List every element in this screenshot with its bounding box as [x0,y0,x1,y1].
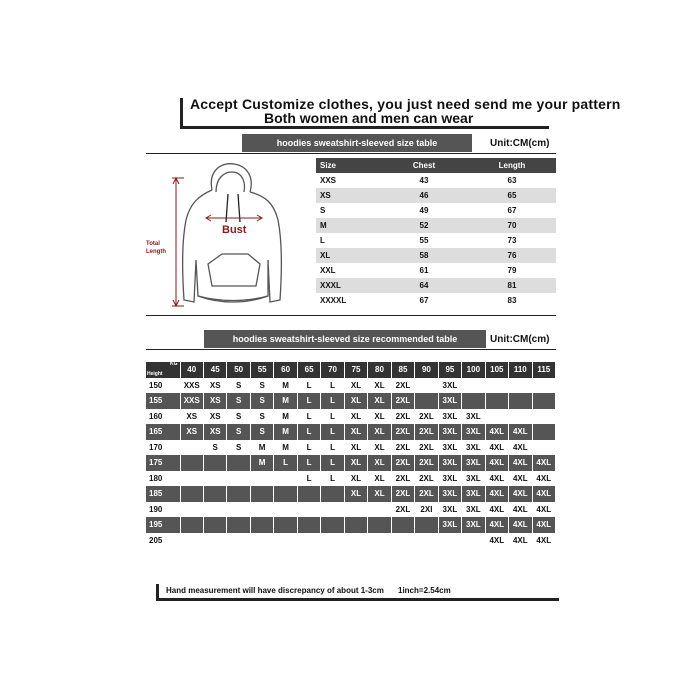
size-recommendation-cell [321,517,344,533]
recommended-size-table [146,362,556,548]
size-recommendation-cell: 2XL [391,409,414,425]
size-recommendation-cell: XL [368,440,391,456]
size-recommendation-cell: 4XL [509,502,532,518]
size-recommendation-cell [532,378,555,394]
length-cell: 81 [507,281,517,290]
size-recommendation-cell: L [321,471,344,487]
size-recommendation-cell: XL [368,455,391,471]
size-recommendation-cell: 3XL [462,502,485,518]
size-recommendation-cell: XL [368,393,391,409]
size-recommendation-cell [180,455,203,471]
table-row [146,517,556,533]
length-cell: 63 [507,176,517,185]
size-recommendation-cell: 4XL [509,440,532,456]
size-table-unit: Unit:CM(cm) [490,138,550,149]
size-recommendation-cell [227,517,250,533]
table-row [146,471,556,487]
size-recommendation-cell: 2XL [415,440,438,456]
size-recommendation-cell [297,502,320,518]
size-recommendation-cell [415,393,438,409]
weight-header-cell: 115 [532,362,555,378]
corner-cell [146,362,180,378]
size-cell: XXS [320,176,337,185]
size-recommendation-cell [297,517,320,533]
size-recommendation-cell: L [297,455,320,471]
size-recommendation-cell: XL [344,409,367,425]
size-recommendation-cell [344,517,367,533]
length-cell: 67 [507,206,517,215]
header-subtitle: Both women and men can wear [264,110,474,126]
size-table-row [316,203,556,218]
size-recommendation-cell [532,393,555,409]
inch-conversion: 1inch=2.54cm [398,586,451,595]
size-recommendation-cell: M [274,378,297,394]
size-recommendation-cell: 2XL [415,455,438,471]
size-recommendation-cell [227,533,250,549]
size-recommendation-cell: XL [344,486,367,502]
size-recommendation-cell [250,486,273,502]
size-recommendation-cell: 3XL [438,378,461,394]
size-cell: XXL [320,266,336,275]
size-recommendation-cell: 4XL [509,486,532,502]
size-recommendation-cell: 4XL [509,533,532,549]
table-row [146,455,556,471]
size-recommendation-cell: 3XL [438,440,461,456]
size-table-title: hoodies sweatshirt-sleeved size table [242,134,472,152]
chest-cell: 61 [419,266,429,275]
size-recommendation-cell [485,393,508,409]
size-recommendation-cell [368,502,391,518]
size-recommendation-cell [250,502,273,518]
table-row [146,378,556,394]
length-cell: 70 [507,221,517,230]
size-recommendation-cell [391,517,414,533]
size-recommendation-cell: XL [368,471,391,487]
total-length-label-line2: Length [146,249,166,255]
size-recommendation-cell: 3XL [438,486,461,502]
size-recommendation-cell: M [274,409,297,425]
size-recommendation-cell: 2XL [391,424,414,440]
chest-cell: 58 [419,251,429,260]
size-recommendation-cell: 4XL [485,471,508,487]
size-recommendation-cell: L [297,424,320,440]
weight-header-cell: 90 [415,362,438,378]
size-recommendation-cell: 4XL [485,502,508,518]
size-recommendation-cell: XS [180,424,203,440]
recommended-table-body [146,362,556,548]
height-cell: 190 [146,502,180,518]
size-cell: XXXXL [320,296,347,305]
size-recommendation-cell: L [321,409,344,425]
hoodie-diagram [150,160,310,312]
size-recommendation-cell: M [274,440,297,456]
size-recommendation-cell [532,409,555,425]
size-recommendation-cell [321,486,344,502]
chest-col-header: Chest [412,161,436,170]
length-cell: 73 [507,236,517,245]
chest-cell: 55 [419,236,429,245]
size-recommendation-cell [462,393,485,409]
size-recommendation-cell [227,502,250,518]
size-cell: M [320,221,327,230]
size-recommendation-cell: S [227,440,250,456]
size-col-header: Size [320,161,337,170]
size-recommendation-cell: 4XL [532,486,555,502]
size-cell: XL [320,251,331,260]
size-recommendation-cell: 2XL [415,424,438,440]
chest-cell: 49 [419,206,429,215]
weight-header-row [146,362,556,378]
size-recommendation-cell: 2XL [391,455,414,471]
size-recommendation-cell: L [321,440,344,456]
size-recommendation-cell [509,378,532,394]
size-recommendation-cell: 4XL [509,455,532,471]
weight-header-cell: 50 [227,362,250,378]
table-row [146,502,556,518]
size-recommendation-cell [344,502,367,518]
size-recommendation-cell: M [250,440,273,456]
length-cell: 83 [507,296,517,305]
size-recommendation-cell: 4XL [532,455,555,471]
size-recommendation-cell: 3XL [438,409,461,425]
size-recommendation-cell: 4XL [509,517,532,533]
size-recommendation-cell: XL [344,378,367,394]
size-table-body [316,173,556,308]
size-cell: XXXL [320,281,341,290]
size-recommendation-cell: XL [368,378,391,394]
size-recommendation-cell: 2XL [391,378,414,394]
size-recommendation-cell: S [250,378,273,394]
size-recommendation-cell [415,533,438,549]
size-recommendation-cell [321,533,344,549]
size-recommendation-cell [274,471,297,487]
size-recommendation-cell [485,378,508,394]
bust-label: Bust [222,224,247,236]
chest-cell: 67 [419,296,429,305]
height-cell: 165 [146,424,180,440]
size-recommendation-cell: 4XL [485,533,508,549]
weight-header-cell: 75 [344,362,367,378]
size-recommendation-cell: XS [203,393,226,409]
weight-header-cell: 105 [485,362,508,378]
chest-cell: 52 [419,221,429,230]
size-recommendation-cell [321,502,344,518]
size-recommendation-cell [180,517,203,533]
size-recommendation-cell: 3XL [438,393,461,409]
size-recommendation-cell: 3XL [438,517,461,533]
table-row [146,440,556,456]
size-recommendation-cell: 4XL [485,486,508,502]
size-recommendation-cell: XL [368,486,391,502]
size-recommendation-cell: 2XL [415,471,438,487]
weight-header-cell: 100 [462,362,485,378]
size-recommendation-cell: 3XL [462,486,485,502]
size-recommendation-cell: S [250,424,273,440]
size-recommendation-cell: 2XL [391,502,414,518]
size-recommendation-cell: 3XL [438,502,461,518]
size-table-row [316,248,556,263]
height-cell: 185 [146,486,180,502]
total-length-label [146,240,166,256]
height-cell: 150 [146,378,180,394]
size-recommendation-cell: 4XL [485,424,508,440]
size-recommendation-cell [203,486,226,502]
size-recommendation-cell: L [297,409,320,425]
size-recommendation-cell: 3XL [462,424,485,440]
measurement-note: Hand measurement will have discrepancy of about 1-3cm [166,586,384,595]
size-recommendation-cell: 2XL [391,393,414,409]
size-recommendation-cell: 4XL [532,517,555,533]
size-recommendation-cell: S [250,409,273,425]
table-row [146,393,556,409]
size-recommendation-cell [368,517,391,533]
size-recommendation-cell: XL [344,455,367,471]
size-recommendation-cell: 3XL [438,455,461,471]
size-recommendation-cell [274,517,297,533]
size-recommendation-cell: 3XL [438,471,461,487]
weight-header-cell: 65 [297,362,320,378]
weight-header-cell: 85 [391,362,414,378]
size-recommendation-cell [509,393,532,409]
size-recommendation-cell [462,378,485,394]
height-cell: 175 [146,455,180,471]
length-cell: 79 [507,266,517,275]
size-recommendation-cell [250,471,273,487]
size-recommendation-cell: L [321,378,344,394]
weight-header-cell: 80 [368,362,391,378]
size-table-row [316,293,556,308]
size-recommendation-cell: 3XL [462,409,485,425]
size-recommendation-cell [368,533,391,549]
size-table-header [316,158,556,173]
height-cell: 160 [146,409,180,425]
size-recommendation-cell: 4XL [532,533,555,549]
size-recommendation-cell: XL [344,471,367,487]
size-recommendation-cell: 2XL [415,409,438,425]
size-recommendation-cell [180,502,203,518]
chest-cell: 46 [419,191,429,200]
size-recommendation-cell [203,502,226,518]
size-recommendation-cell: 3XL [462,455,485,471]
weight-header-cell: 40 [180,362,203,378]
size-recommendation-cell: 4XL [509,424,532,440]
size-recommendation-cell [509,409,532,425]
size-recommendation-cell: S [203,440,226,456]
size-recommendation-cell: M [274,424,297,440]
size-recommendation-cell: 3XL [462,440,485,456]
size-recommendation-cell: S [227,378,250,394]
size-table-row [316,263,556,278]
size-recommendation-cell: S [227,424,250,440]
corner-height-label: Height [147,371,163,378]
size-recommendation-cell: 2XL [391,440,414,456]
size-recommendation-cell: XS [203,378,226,394]
size-recommendation-cell: 4XL [532,502,555,518]
size-recommendation-cell: S [227,409,250,425]
size-recommendation-cell [344,533,367,549]
size-recommendation-cell: 4XL [532,471,555,487]
size-recommendation-cell: L [297,393,320,409]
table-row [146,486,556,502]
table-row [146,424,556,440]
size-recommendation-cell: XL [344,393,367,409]
size-recommendation-cell: 4XL [485,517,508,533]
chest-cell: 43 [419,176,429,185]
size-recommendation-cell [203,517,226,533]
header-title: Accept Customize clothes, you just need send me your pattern [190,96,621,112]
size-recommendation-cell [250,533,273,549]
size-recommendation-cell: XS [203,424,226,440]
size-table-row [316,233,556,248]
size-recommendation-cell: S [250,393,273,409]
weight-header-cell: 60 [274,362,297,378]
size-recommendation-cell: XL [344,440,367,456]
recommended-table-title: hoodies sweatshirt-sleeved size recommended table [204,330,486,348]
size-recommendation-cell [180,533,203,549]
size-recommendation-cell: S [227,393,250,409]
size-table-row [316,188,556,203]
table-row [146,533,556,549]
size-recommendation-cell [274,502,297,518]
size-table [316,158,556,308]
weight-header-cell: 110 [509,362,532,378]
size-recommendation-cell [485,409,508,425]
length-cell: 65 [507,191,517,200]
size-recommendation-cell: L [297,471,320,487]
size-recommendation-cell: 3XL [462,517,485,533]
recommended-table-unit: Unit:CM(cm) [490,334,550,345]
height-cell: 195 [146,517,180,533]
size-recommendation-cell: M [250,455,273,471]
size-recommendation-cell: XL [368,424,391,440]
chest-cell: 64 [419,281,429,290]
size-recommendation-cell [203,533,226,549]
divider [146,315,556,316]
size-recommendation-cell [297,486,320,502]
weight-header-cell: 55 [250,362,273,378]
size-recommendation-cell: L [321,393,344,409]
size-recommendation-cell: L [321,455,344,471]
size-recommendation-cell [203,471,226,487]
corner-kg-label: KG [170,362,178,368]
size-recommendation-cell: L [321,424,344,440]
size-recommendation-cell [391,533,414,549]
size-recommendation-cell: XL [368,409,391,425]
size-recommendation-cell: 2XL [415,486,438,502]
size-recommendation-cell [415,378,438,394]
size-recommendation-cell: XS [180,409,203,425]
size-recommendation-cell: L [274,455,297,471]
size-recommendation-cell: XL [344,424,367,440]
size-recommendation-cell [227,471,250,487]
size-recommendation-cell [462,533,485,549]
height-cell: 180 [146,471,180,487]
height-cell: 205 [146,533,180,549]
size-table-row [316,218,556,233]
length-col-header: Length [498,161,526,170]
divider [146,153,556,154]
size-cell: L [320,236,325,245]
table-row [146,409,556,425]
size-recommendation-cell: 2XL [391,486,414,502]
weight-header-cell: 70 [321,362,344,378]
size-recommendation-cell [274,486,297,502]
weight-header-cell: 95 [438,362,461,378]
size-recommendation-cell: 3XL [438,424,461,440]
size-recommendation-cell: XXS [180,393,203,409]
height-cell: 155 [146,393,180,409]
size-recommendation-cell [180,440,203,456]
size-recommendation-cell: L [297,378,320,394]
weight-header-cell: 45 [203,362,226,378]
size-recommendation-cell [297,533,320,549]
size-recommendation-cell: 4XL [485,440,508,456]
size-recommendation-cell: 2XI [415,502,438,518]
size-table-row [316,278,556,293]
size-recommendation-cell [438,533,461,549]
size-recommendation-cell [180,486,203,502]
size-recommendation-cell: XS [203,409,226,425]
size-recommendation-cell [227,486,250,502]
size-recommendation-cell [227,455,250,471]
size-recommendation-cell [203,455,226,471]
size-recommendation-cell: 3XL [462,471,485,487]
length-cell: 76 [507,251,517,260]
size-recommendation-cell: 4XL [509,471,532,487]
size-recommendation-cell [250,517,273,533]
size-recommendation-cell: 4XL [485,455,508,471]
size-recommendation-cell [274,533,297,549]
size-recommendation-cell: M [274,393,297,409]
size-recommendation-cell: 2XL [391,471,414,487]
height-cell: 170 [146,440,180,456]
divider [146,349,556,350]
size-recommendation-cell [532,424,555,440]
size-recommendation-cell [180,471,203,487]
size-recommendation-cell [532,440,555,456]
size-table-row [316,173,556,188]
size-cell: S [320,206,326,215]
size-cell: XS [320,191,331,200]
size-recommendation-cell: XXS [180,378,203,394]
size-recommendation-cell: L [297,440,320,456]
size-recommendation-cell [415,517,438,533]
total-length-label-line1: Total [146,241,160,247]
